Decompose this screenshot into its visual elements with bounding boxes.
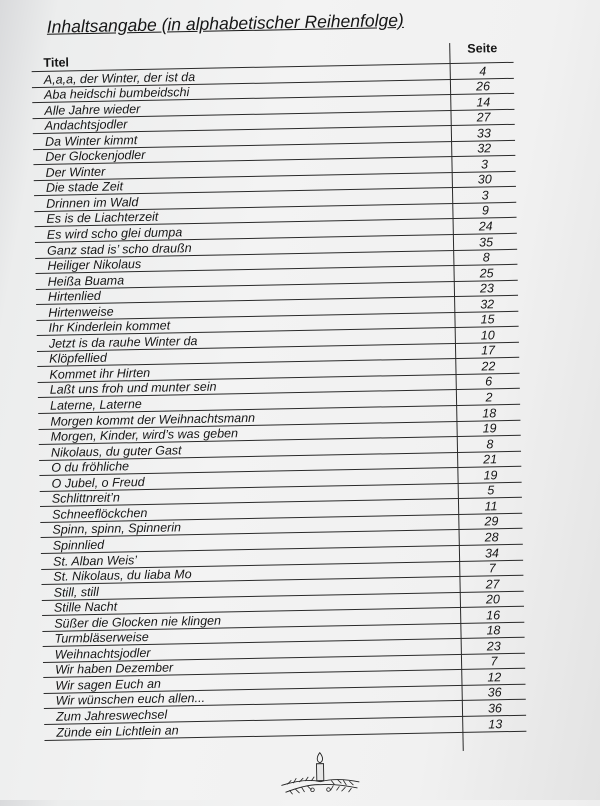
page-number: 24 [478, 219, 493, 234]
song-title: Der Glockenjodler [45, 148, 146, 165]
page-number: 26 [475, 79, 491, 94]
page-number: 18 [482, 405, 497, 421]
song-title: Still, still [53, 584, 99, 600]
song-title: Drinnen im Wald [46, 194, 139, 211]
song-title: Wir sagen Euch an [55, 676, 162, 693]
song-title: Stille Nacht [53, 599, 118, 615]
page-number: 28 [484, 530, 499, 545]
page-number: 15 [480, 312, 495, 327]
page-number: 10 [480, 328, 495, 343]
song-title: A,a,a, der Winter, der ist da [43, 69, 196, 87]
page-number: 7 [490, 654, 498, 669]
page-number: 23 [479, 281, 494, 296]
song-title: Klöpfellied [49, 351, 107, 367]
song-title: Alle Jahre wieder [44, 101, 141, 118]
song-title: O Jubel, o Freud [51, 474, 145, 491]
song-title: Der Winter [45, 164, 106, 180]
song-title: Heißa Buama [47, 273, 125, 289]
song-title: Wir wünschen euch allen... [55, 691, 206, 709]
song-title: Schlittnreit’n [51, 490, 121, 507]
song-title: Turmbläserweise [54, 630, 149, 646]
page-number: 35 [478, 234, 494, 250]
song-title: Ganz stad is’ scho draußn [46, 240, 192, 258]
song-title: Kommet ihr Hirten [49, 365, 151, 382]
column-header-title: Titel [43, 55, 70, 70]
song-title: Andachtsjodler [44, 117, 128, 134]
page-number: 34 [484, 545, 500, 560]
column-header-page: Seite [467, 41, 498, 56]
page-number: 19 [482, 421, 497, 436]
song-title: Laterne, Laterne [49, 397, 142, 413]
page-number: 27 [476, 110, 491, 125]
page-number: 20 [485, 592, 500, 607]
song-title: Morgen, Kinder, wird’s was geben [50, 426, 239, 444]
page-number: 4 [479, 63, 487, 79]
page-number: 36 [487, 701, 503, 716]
page-number: 12 [487, 670, 502, 685]
song-title: Morgen kommt der Weihnachtsmann [50, 410, 256, 429]
song-title: Spinnlied [52, 537, 105, 553]
page-number: 27 [485, 576, 500, 592]
song-title: Schneeflöckchen [52, 505, 148, 522]
contents-table [31, 40, 526, 741]
page-number: 13 [488, 716, 503, 731]
song-title: Süßer die Glocken nie klingen [54, 613, 222, 631]
page-number: 6 [485, 374, 493, 389]
page-number: 14 [476, 94, 491, 110]
page-number: 19 [483, 467, 498, 483]
song-title: Spinn, spinn, Spinnerin [52, 520, 182, 538]
table-body [32, 63, 527, 741]
page-number: 2 [485, 390, 493, 405]
song-title: Wir haben Dezember [55, 660, 174, 678]
page-number: 7 [488, 561, 496, 576]
page-title: Inhaltsangabe (in alphabetischer Reihenfolge) [46, 9, 404, 37]
song-title: Zum Jahreswechsel [55, 707, 168, 724]
song-title: Nikolaus, du guter Gast [50, 442, 182, 460]
song-title: Laßt uns froh und munter sein [49, 380, 217, 398]
song-title: Weihnachtsjodler [54, 645, 151, 662]
page-number: 32 [477, 141, 492, 156]
page-number: 29 [484, 514, 499, 529]
song-title: Die stade Zeit [45, 179, 124, 196]
page-number: 33 [476, 126, 491, 141]
page-number: 16 [486, 607, 501, 623]
page-number: 9 [481, 203, 490, 218]
song-title: St. Nikolaus, du liaba Mo [53, 567, 192, 584]
page-number: 5 [487, 483, 495, 498]
song-title: Es wird scho glei dumpa [46, 225, 183, 242]
page-number: 8 [486, 436, 494, 452]
page-number: 8 [482, 250, 490, 265]
song-title: Aba heidschi bumbeidschi [43, 85, 190, 102]
page-number: 22 [481, 359, 496, 374]
page-number: 17 [481, 343, 496, 358]
song-title: Es is de Liachterzeit [46, 210, 159, 227]
page-number: 30 [477, 172, 492, 187]
page-number: 3 [480, 157, 489, 172]
song-title: O du fröhliche [51, 459, 130, 476]
page-number: 23 [486, 638, 501, 654]
song-title: Hirtenweise [48, 304, 114, 320]
song-title: Heiliger Nikolaus [47, 257, 142, 273]
page-number: 3 [481, 188, 489, 203]
page-number: 36 [487, 685, 502, 700]
page-number: 32 [480, 297, 495, 312]
page-number: 11 [484, 499, 498, 514]
page-number: 25 [479, 265, 494, 281]
page-number: 21 [483, 452, 498, 467]
song-title: St. Alban Weis’ [52, 552, 138, 569]
candle-with-fir-branches-icon [275, 751, 366, 799]
song-title: Da Winter kimmt [44, 132, 138, 149]
song-title: Zünde ein Lichtlein an [56, 722, 179, 740]
song-title: Ihr Kinderlein kommet [48, 318, 171, 336]
song-title: Hirtenlied [47, 289, 101, 305]
page-number: 18 [486, 623, 501, 638]
song-title: Jetzt is da rauhe Winter da [48, 333, 198, 351]
